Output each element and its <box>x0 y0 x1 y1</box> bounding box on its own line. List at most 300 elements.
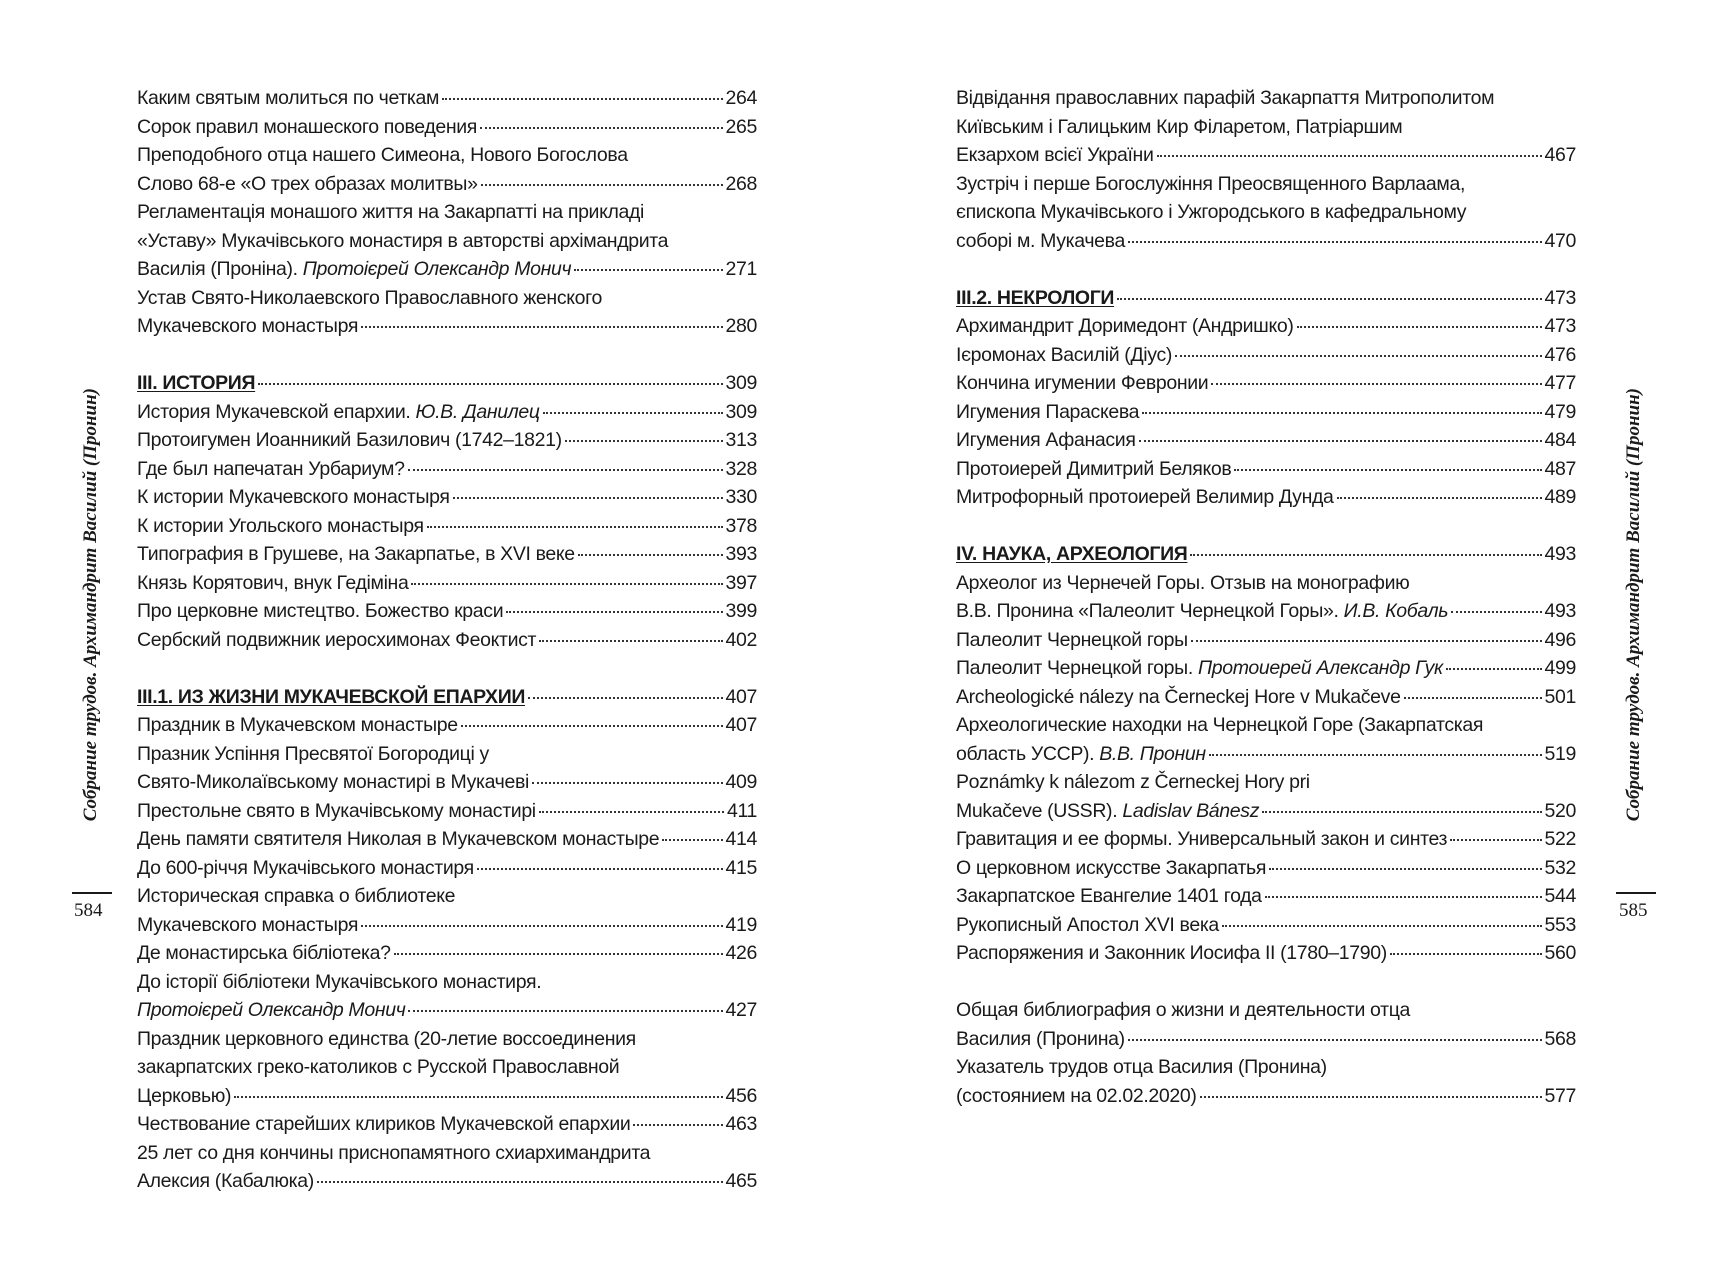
entry-text: Свято-Миколаївському монастирі в Мукачеві <box>137 771 529 793</box>
dot-leader <box>453 496 723 499</box>
dot-leader <box>565 439 723 442</box>
section-gap <box>137 341 757 370</box>
toc-entry[interactable] <box>956 1025 1576 1054</box>
toc-entry[interactable] <box>956 398 1576 427</box>
entry-title <box>137 84 439 113</box>
dot-leader <box>1128 1038 1542 1041</box>
entry-text: єпископа Мукачівського і Ужгородського в кафедральному <box>956 201 1467 223</box>
entry-text: Слово 68-е «О трех образах молитвы» <box>137 172 478 195</box>
dot-leader <box>477 867 723 870</box>
entry-title <box>137 426 562 455</box>
entry-page-number: 463 <box>725 1113 757 1135</box>
entry-title <box>137 284 602 313</box>
toc-entry[interactable] <box>137 1053 757 1082</box>
entry-text: Мукачевского монастыря <box>137 913 359 936</box>
dot-leader <box>1128 240 1542 243</box>
entry-text: Ієромонах Василій (Діус) <box>956 343 1173 366</box>
entry-title <box>137 227 668 256</box>
entry-title <box>137 996 405 1025</box>
entry-page-number: 264 <box>725 87 757 109</box>
entry-text: До 600-річчя Мукачівського монастиря <box>137 856 474 879</box>
entry-text: Историческая справка о библиотеке <box>137 885 456 907</box>
toc-entry[interactable] <box>137 113 757 142</box>
toc-entry[interactable] <box>956 768 1576 797</box>
entry-title <box>956 939 1387 968</box>
entry-title <box>956 398 1139 427</box>
entry-page-number: 479 <box>1544 400 1576 423</box>
entry-text: Археолог из Чернечей Горы. Отзыв на монографию <box>956 571 1410 594</box>
toc-entry[interactable] <box>137 939 757 968</box>
entry-page-number: 520 <box>1544 799 1576 822</box>
dot-leader <box>633 1123 722 1126</box>
entry-page-number: 265 <box>725 115 757 138</box>
toc-entry[interactable] <box>956 825 1576 854</box>
entry-title <box>137 854 474 883</box>
entry-text: Archeologické nálezy na Černeckej Hore v Mukačeve <box>956 685 1401 708</box>
entry-text: Игумения Афанасия <box>956 429 1136 451</box>
entry-text: Празник Успіння Пресвятої Богородиці у <box>137 742 489 765</box>
dot-leader <box>361 924 722 927</box>
entry-text: Преподобного отца нашего Симеона, Нового Богослова <box>137 144 628 166</box>
entry-page-number: 522 <box>1544 828 1576 850</box>
toc-entry[interactable] <box>956 711 1576 740</box>
toc-entry[interactable] <box>137 512 757 541</box>
dot-leader <box>1209 753 1542 756</box>
entry-title <box>137 911 358 940</box>
entry-title <box>956 711 1483 740</box>
toc-entry[interactable] <box>956 740 1576 769</box>
entry-text: Протоиерей Димитрий Беляков <box>956 457 1232 480</box>
entry-page-number: 414 <box>725 828 757 850</box>
entry-title <box>137 198 644 227</box>
entry-title <box>137 1139 650 1168</box>
entry-text: Про церковне мистецтво. Божество краси <box>137 600 504 622</box>
entry-text: Зустріч і перше Богослужіння Преосвященного Варлаама, <box>956 172 1466 195</box>
entry-author: И.В. Кобаль <box>1343 600 1449 622</box>
toc-entry[interactable] <box>137 455 757 484</box>
entry-page-number: 411 <box>726 799 757 822</box>
toc-entry[interactable] <box>137 540 757 569</box>
entry-text: Де монастирська бібліотека? <box>137 942 391 964</box>
toc-entry[interactable] <box>956 455 1576 484</box>
entry-title <box>137 882 455 911</box>
toc-entry[interactable] <box>137 882 757 911</box>
folio-rule <box>1616 892 1656 894</box>
toc-entry[interactable] <box>137 255 757 284</box>
entry-title <box>956 198 1466 227</box>
entry-page-number: 427 <box>725 999 757 1021</box>
entry-text: К истории Мукачевского монастыря <box>137 486 450 508</box>
entry-title <box>137 597 503 626</box>
entry-title <box>956 170 1465 199</box>
toc-entry[interactable] <box>956 797 1576 826</box>
entry-page-number: 415 <box>725 856 757 879</box>
entry-text: Распоряжения и Законник Иосифа II (1780–1790) <box>956 942 1387 964</box>
toc-entry[interactable] <box>137 797 757 826</box>
entry-text: Алексия (Кабалюка) <box>137 1170 314 1192</box>
entry-page-number: 501 <box>1544 685 1576 708</box>
toc-entry[interactable] <box>137 569 757 598</box>
dot-leader <box>1446 667 1542 670</box>
dot-leader <box>1262 810 1541 813</box>
toc-entry[interactable] <box>137 768 757 797</box>
dot-leader <box>1265 895 1542 898</box>
toc-entry[interactable] <box>137 626 757 655</box>
toc-entry[interactable] <box>137 854 757 883</box>
toc-entry[interactable] <box>137 426 757 455</box>
entry-title <box>956 768 1310 797</box>
entry-title <box>137 255 571 284</box>
toc-entry[interactable] <box>137 597 757 626</box>
entry-page-number: 378 <box>725 514 757 537</box>
toc-entry[interactable] <box>137 141 757 170</box>
toc-entry[interactable] <box>956 170 1576 199</box>
toc-entry[interactable] <box>137 1082 757 1111</box>
toc-entry[interactable] <box>137 312 757 341</box>
dot-leader <box>394 952 723 955</box>
entry-text: К истории Угольского монастыря <box>137 514 424 537</box>
entry-page-number: 407 <box>725 714 757 736</box>
right-page <box>856 0 1712 1270</box>
toc-section-heading[interactable] <box>137 369 757 398</box>
toc-entry[interactable] <box>956 597 1576 626</box>
entry-page-number: 477 <box>1544 372 1576 394</box>
entry-title <box>137 1025 636 1054</box>
dot-leader <box>1404 696 1542 699</box>
entry-text: Василия (Пронина) <box>956 1027 1125 1050</box>
dot-leader <box>427 525 723 528</box>
toc-entry[interactable] <box>137 170 757 199</box>
entry-text: Відвідання православних парафій Закарпаття Митрополитом <box>956 87 1495 109</box>
dot-leader <box>1200 1095 1542 1098</box>
entry-title <box>956 569 1409 598</box>
entry-title <box>137 512 424 541</box>
entry-text: Закарпатское Евангелие 1401 года <box>956 885 1262 907</box>
dot-leader <box>1234 468 1541 471</box>
entry-page-number: 409 <box>725 771 757 793</box>
section-heading-text: III. ИСТОРИЯ <box>137 372 256 394</box>
entry-text: соборі м. Мукачева <box>956 229 1125 252</box>
dot-leader <box>461 724 723 727</box>
entry-author: В.В. Пронин <box>1099 742 1206 765</box>
left-page <box>0 0 856 1270</box>
entry-page-number: 313 <box>725 429 757 451</box>
entry-title <box>956 455 1231 484</box>
toc-section-heading[interactable] <box>956 540 1576 569</box>
entry-text: (состоянием на 02.02.2020) <box>956 1084 1197 1107</box>
entry-text: Престольне свято в Мукачівському монастирі <box>137 799 536 822</box>
entry-page-number: 426 <box>725 942 757 964</box>
toc-entry[interactable] <box>137 398 757 427</box>
entry-title <box>956 227 1125 256</box>
dot-leader <box>532 781 723 784</box>
entry-page-number: 268 <box>725 172 757 195</box>
entry-title <box>137 569 408 598</box>
entry-page-number: 271 <box>725 258 757 280</box>
toc-entry[interactable] <box>137 84 757 113</box>
entry-title <box>956 911 1219 940</box>
entry-title <box>956 1053 1327 1082</box>
toc-entry[interactable] <box>137 1110 757 1139</box>
dot-leader <box>1175 354 1541 357</box>
toc-entry[interactable] <box>956 569 1576 598</box>
entry-title <box>137 1053 619 1082</box>
entry-text: О церковном искусстве Закарпатья <box>956 856 1267 879</box>
toc-entry[interactable] <box>956 911 1576 940</box>
toc-entry[interactable] <box>137 911 757 940</box>
entry-page-number: 309 <box>725 372 757 394</box>
entry-text: Кончина игумении Февронии <box>956 372 1209 394</box>
section-gap <box>956 255 1576 284</box>
entry-title <box>137 1110 630 1139</box>
toc-entry[interactable] <box>956 882 1576 911</box>
toc-entry[interactable] <box>956 483 1576 512</box>
entry-page-number: 280 <box>725 315 757 337</box>
dot-leader <box>506 610 722 613</box>
entry-title <box>956 84 1494 113</box>
dot-leader <box>408 1009 722 1012</box>
entry-text: Мукачевского монастыря <box>137 315 359 337</box>
toc-entry[interactable] <box>956 996 1576 1025</box>
dot-leader <box>1157 154 1542 157</box>
page-number: 585 <box>1619 900 1648 921</box>
entry-page-number: 393 <box>725 543 757 565</box>
entry-text: Праздник церковного единства (20-летие воссоединения <box>137 1027 636 1050</box>
dot-leader <box>1297 325 1542 328</box>
entry-text: Археологические находки на Чернецкой Горе (Закарпатская <box>956 714 1484 736</box>
toc-entry[interactable] <box>956 1082 1576 1111</box>
entry-title <box>137 369 255 398</box>
entry-text: Рукописный Апостол XVI века <box>956 913 1219 936</box>
toc-entry[interactable] <box>137 996 757 1025</box>
running-title: Собрание трудов. Архимандрит Василий (Пронин) <box>80 388 101 822</box>
toc-entry[interactable] <box>137 1139 757 1168</box>
toc-entry[interactable] <box>956 227 1576 256</box>
dot-leader <box>578 553 723 556</box>
entry-text: Палеолит Чернецкой горы <box>956 628 1188 651</box>
toc-entry[interactable] <box>956 426 1576 455</box>
entry-text: Регламентація монашого життя на Закарпатті на прикладі <box>137 201 645 223</box>
entry-text: История Мукачевской епархии. <box>137 400 416 423</box>
entry-title <box>956 341 1172 370</box>
entry-text: закарпатских греко-католиков с Русской Православной <box>137 1056 620 1078</box>
toc-entry[interactable] <box>956 113 1576 142</box>
entry-title <box>137 626 536 655</box>
entry-page-number: 328 <box>725 457 757 480</box>
entry-title <box>137 825 659 854</box>
entry-page-number: 484 <box>1544 429 1576 451</box>
entry-page-number: 489 <box>1544 486 1576 508</box>
toc-entry[interactable] <box>137 968 757 997</box>
toc-entry[interactable] <box>956 84 1576 113</box>
entry-text: Митрофорный протоиерей Велимир Дунда <box>956 486 1334 508</box>
dot-leader <box>662 838 722 841</box>
entry-page-number: 456 <box>725 1084 757 1107</box>
section-heading-text: IV. НАУКА, АРХЕОЛОГИЯ <box>956 543 1188 565</box>
dot-leader <box>1451 610 1541 613</box>
entry-title <box>137 1082 231 1111</box>
entry-page-number: 467 <box>1544 144 1576 166</box>
dot-leader <box>1142 411 1541 414</box>
entry-text: Игумения Параскева <box>956 400 1140 423</box>
entry-page-number: 493 <box>1544 600 1576 622</box>
dot-leader <box>539 639 722 642</box>
dot-leader <box>1191 639 1542 642</box>
entry-text: Палеолит Чернецкой горы. <box>956 657 1198 679</box>
entry-text: область УССР). <box>956 742 1100 765</box>
toc-entry[interactable] <box>956 198 1576 227</box>
toc-list <box>956 84 1576 1110</box>
dot-leader <box>442 97 722 100</box>
entry-page-number: 402 <box>725 628 757 651</box>
entry-page-number: 473 <box>1544 315 1576 337</box>
toc-entry[interactable] <box>956 626 1576 655</box>
toc-entry[interactable] <box>956 854 1576 883</box>
toc-entry[interactable] <box>956 341 1576 370</box>
dot-leader <box>234 1095 722 1098</box>
running-title: Собрание трудов. Архимандрит Василий (Пронин) <box>1623 388 1644 822</box>
dot-leader <box>1190 553 1541 556</box>
toc-entry[interactable] <box>956 1053 1576 1082</box>
dot-leader <box>481 183 723 186</box>
toc-entry[interactable] <box>137 227 757 256</box>
dot-leader <box>1222 924 1542 927</box>
entry-title <box>956 1082 1197 1111</box>
toc-entry[interactable] <box>956 683 1576 712</box>
entry-title <box>137 683 525 712</box>
entry-text: Василія (Проніна). <box>137 258 303 280</box>
dot-leader <box>258 382 722 385</box>
entry-title <box>137 170 478 199</box>
toc-entry[interactable] <box>956 654 1576 683</box>
toc-section-heading[interactable] <box>137 683 757 712</box>
entry-title <box>137 540 575 569</box>
entry-title <box>137 398 540 427</box>
entry-page-number: 487 <box>1544 457 1576 480</box>
entry-page-number: 519 <box>1544 742 1576 765</box>
entry-title <box>137 711 458 740</box>
folio-rule <box>72 892 112 894</box>
toc-entry[interactable] <box>137 483 757 512</box>
section-heading-text: III.2. НЕКРОЛОГИ <box>956 286 1115 309</box>
entry-text: Сорок правил монашеского поведения <box>137 115 478 138</box>
toc-list <box>137 84 757 1196</box>
dot-leader <box>480 126 722 129</box>
entry-page-number: 553 <box>1544 913 1576 936</box>
toc-entry[interactable] <box>956 939 1576 968</box>
entry-page-number: 473 <box>1544 286 1576 309</box>
dot-leader <box>1390 952 1542 955</box>
toc-entry[interactable] <box>137 740 757 769</box>
toc-entry[interactable] <box>956 312 1576 341</box>
entry-title <box>956 740 1206 769</box>
entry-title <box>956 1025 1125 1054</box>
dot-leader <box>543 411 723 414</box>
toc-entry[interactable] <box>137 284 757 313</box>
toc-entry[interactable] <box>956 369 1576 398</box>
entry-page-number: 309 <box>725 400 757 423</box>
toc-entry[interactable] <box>137 1167 757 1196</box>
entry-title <box>137 455 405 484</box>
entry-title <box>956 882 1262 911</box>
entry-page-number: 330 <box>725 486 757 508</box>
entry-text: Poznámky k nálezom z Černeckej Hory pri <box>956 771 1310 793</box>
dot-leader <box>1117 297 1541 300</box>
section-heading-text: III.1. ИЗ ЖИЗНИ МУКАЧЕВСКОЙ ЕПАРХИИ <box>137 685 526 708</box>
dot-leader <box>528 696 722 699</box>
entry-page-number: 470 <box>1544 229 1576 252</box>
entry-text: Чествование старейших клириков Мукачевской епархии <box>137 1113 631 1135</box>
entry-author: Ladislav Bánesz <box>1122 799 1260 822</box>
entry-text: «Уставу» Мукачівського монастиря в авторстві архімандрита <box>137 229 669 252</box>
toc-entry[interactable] <box>137 711 757 740</box>
entry-text: Київським і Галицьким Кир Філаретом, Патріаршим <box>956 115 1403 138</box>
entry-page-number: 532 <box>1544 856 1576 879</box>
entry-text: Mukačeve (USSR). <box>956 799 1123 822</box>
entry-text: Протоигумен Иоанникий Базилович (1742–1821) <box>137 429 562 451</box>
entry-title <box>137 312 358 341</box>
entry-title <box>956 369 1208 398</box>
entry-page-number: 397 <box>725 571 757 594</box>
entry-title <box>956 854 1266 883</box>
entry-page-number: 493 <box>1544 543 1576 565</box>
entry-author: Ю.В. Данилец <box>415 400 540 423</box>
entry-author: Протоієрей Олександр Монич <box>302 258 572 280</box>
entry-page-number: 560 <box>1544 942 1576 964</box>
toc-entry[interactable] <box>137 825 757 854</box>
dot-leader <box>317 1180 723 1183</box>
entry-author: Протоиерей Александр Гук <box>1197 657 1443 679</box>
entry-title <box>956 626 1188 655</box>
entry-title <box>137 740 489 769</box>
entry-title <box>956 996 1410 1025</box>
entry-text: Устав Свято-Николаевского Православного женского <box>137 286 602 309</box>
toc-entry[interactable] <box>137 1025 757 1054</box>
entry-text: Екзархом всієї України <box>956 144 1154 166</box>
dot-leader <box>1139 439 1542 442</box>
entry-title <box>137 113 477 142</box>
entry-title <box>137 768 529 797</box>
entry-title <box>956 483 1334 512</box>
dot-leader <box>574 268 722 271</box>
toc-entry[interactable] <box>956 141 1576 170</box>
entry-text: Князь Корятович, внук Гедіміна <box>137 571 409 594</box>
entry-text: Гравитация и ее формы. Универсальный закон и синтез <box>956 828 1448 850</box>
toc-section-heading[interactable] <box>956 284 1576 313</box>
dot-leader <box>539 810 724 813</box>
dot-leader <box>1211 382 1541 385</box>
entry-title <box>956 113 1402 142</box>
entry-page-number: 499 <box>1544 657 1576 679</box>
entry-page-number: 465 <box>725 1170 757 1192</box>
entry-text: Каким святым молиться по четкам <box>137 87 440 109</box>
entry-title <box>137 797 536 826</box>
entry-text: Общая библиография о жизни и деятельности отца <box>956 999 1411 1021</box>
entry-title <box>956 426 1136 455</box>
entry-page-number: 419 <box>725 913 757 936</box>
toc-entry[interactable] <box>137 198 757 227</box>
entry-title <box>137 1167 314 1196</box>
entry-page-number: 568 <box>1544 1027 1576 1050</box>
entry-title <box>956 797 1259 826</box>
entry-title <box>137 968 541 997</box>
entry-title <box>137 939 391 968</box>
entry-title <box>956 654 1443 683</box>
entry-text: В.В. Пронина «Палеолит Чернецкой Горы». <box>956 600 1344 622</box>
page-number: 584 <box>74 900 103 921</box>
dot-leader <box>1337 496 1542 499</box>
entry-author: Протоієрей Олександр Монич <box>137 999 406 1021</box>
